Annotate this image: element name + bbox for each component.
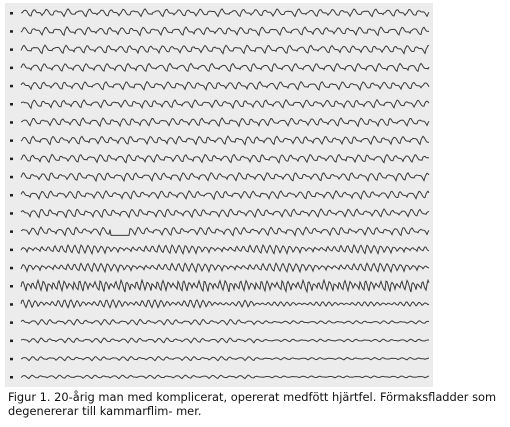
row-marker [10,12,13,15]
row-marker [10,230,13,233]
row-marker [10,358,13,361]
row-marker [10,285,13,288]
ecg-trace-row [21,27,429,36]
ecg-trace-row [21,319,429,324]
ecg-trace-row [21,227,429,235]
row-marker [10,30,13,33]
row-marker [10,103,13,106]
ecg-trace-row [21,338,429,343]
ecg-rhythm-strips [5,3,433,387]
ecg-trace-row [21,209,429,217]
row-marker [10,176,13,179]
ecg-trace-row [21,9,429,17]
row-marker [10,85,13,88]
row-marker [10,67,13,70]
ecg-trace-row [21,100,429,108]
row-marker [10,194,13,197]
ecg-trace-row [21,245,429,254]
ecg-trace-row [21,191,429,199]
ecg-trace-row [21,63,429,71]
row-marker [10,267,13,270]
ecg-trace-row [21,300,429,308]
row-marker [10,376,13,379]
row-marker [10,212,13,215]
ecg-trace-row [21,375,429,378]
ecg-trace-row [21,280,429,292]
ecg-trace-row [21,263,429,272]
row-marker [10,158,13,161]
ecg-strip-figure [5,3,433,387]
row-marker [10,121,13,124]
ecg-trace-row [21,82,429,90]
ecg-trace-row [21,118,429,126]
ecg-trace-row [21,136,429,145]
row-marker [10,321,13,324]
ecg-trace-row [21,45,429,53]
row-marker [10,249,13,252]
ecg-trace-row [21,154,429,162]
ecg-trace-row [21,173,429,181]
figure-caption: Figur 1. 20-årig man med komplicerat, opererat medfött hjärtfel. Förmaksfladder som degenererar till kammarflim- mer. [8,390,497,418]
row-marker [10,48,13,51]
row-marker [10,340,13,343]
ecg-trace-row [21,357,429,361]
row-marker [10,139,13,142]
row-marker [10,303,13,306]
